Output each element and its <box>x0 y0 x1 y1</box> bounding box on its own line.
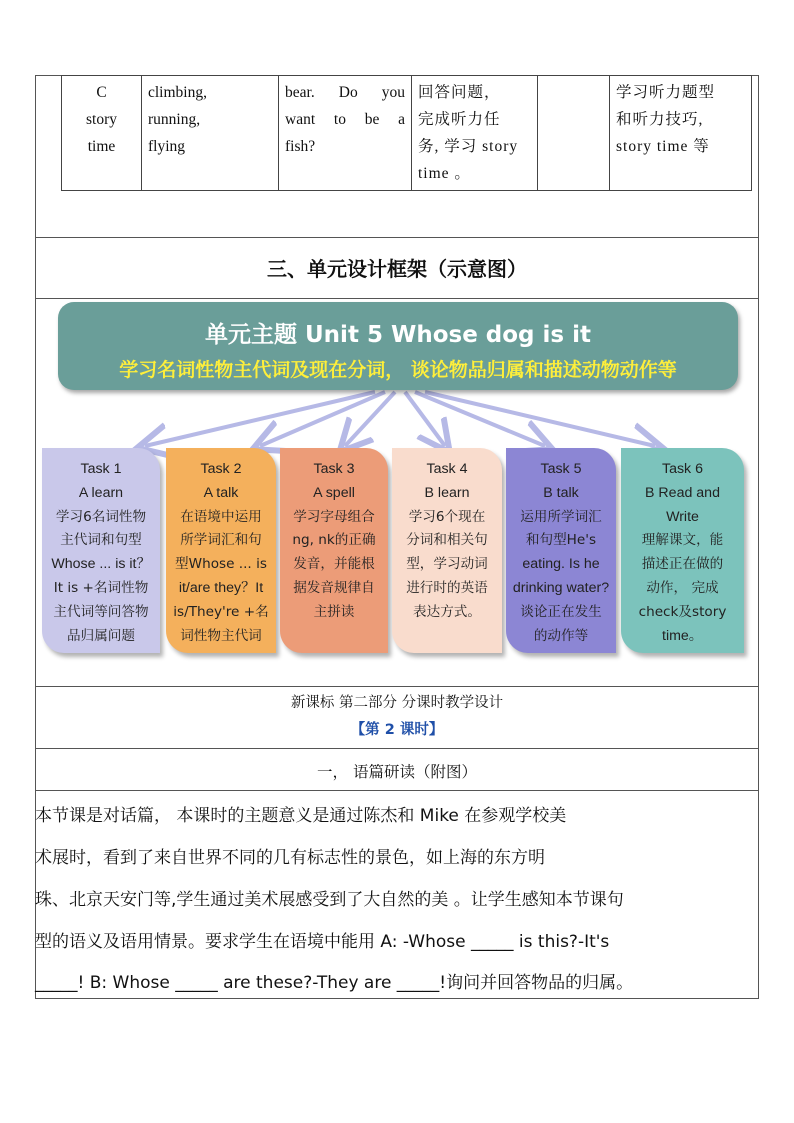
task-4-card <box>392 448 502 653</box>
paragraph-line: 型的语义及语用情景。要求学生在语境中能用 A: -Whose _____ is this?-It's <box>35 932 610 952</box>
task-text: 在语境中运用 <box>180 508 262 525</box>
task-title: Task 2 <box>200 461 242 477</box>
task-text: 所学词汇和句 <box>180 532 262 549</box>
lesson-table <box>61 75 752 191</box>
task-3-card <box>280 448 388 653</box>
task-text: 理解课文，能 <box>641 532 724 549</box>
task-text: 谈论正在发生 <box>520 603 602 620</box>
task-text: 学习6个现在 <box>408 508 486 525</box>
task-text: time。 <box>662 627 703 644</box>
task-text: 词性物主代词 <box>180 627 262 644</box>
task-text: 分词和相关句 <box>406 532 488 549</box>
task-text: 发音，并能根 <box>293 556 375 573</box>
task-text: A talk <box>203 484 239 501</box>
rule <box>35 298 759 299</box>
cell-part: C story time <box>62 76 142 191</box>
task-5-card <box>506 448 616 653</box>
task-title: Task 5 <box>540 461 582 477</box>
task-text: 学习6名词性物 <box>55 508 147 525</box>
task-text: is/They're +名 <box>173 603 269 620</box>
task-text: A spell <box>313 484 355 501</box>
paragraph-line: 本节课是对话篇， 本课时的主题意义是通过陈杰和 Mike 在参观学校美 <box>35 806 567 826</box>
rule <box>35 748 759 749</box>
task-text: 运用所学词汇 <box>520 508 602 525</box>
rule <box>35 237 759 238</box>
paragraph-line: 术展时，看到了来自世界不同的几有标志性的景色，如上海的东方明 <box>35 848 545 868</box>
task-text: 主代词等问答物 <box>53 603 149 620</box>
table-row <box>62 76 752 191</box>
task-text: ng, nk的正确 <box>292 532 376 549</box>
task-text: 主拼读 <box>313 603 355 620</box>
task-6-card <box>621 448 744 653</box>
task-text: drinking water? <box>512 579 610 596</box>
task-text: eating. Is he <box>522 556 600 573</box>
task-text: It is +名词性物 <box>53 579 149 596</box>
task-text: 和句型He's <box>525 532 597 549</box>
unit-theme-banner <box>58 302 738 390</box>
task-text: 品归属问题 <box>67 627 135 644</box>
unit-title: 单元主题 Unit 5 Whose dog is it <box>205 322 591 348</box>
task-text: 描述正在做的 <box>641 556 724 573</box>
unit-subtitle: 学习名词性物主代词及现在分词， 谈论物品归属和描述动物动作等 <box>119 359 677 381</box>
paragraph-line: 珠、北京天安门等,学生通过美术展感受到了大自然的美 。让学生感知本节课句 <box>35 890 624 910</box>
paragraph-line: _____! B: Whose _____ are these?-They are _____!询问并回答物品的归属。 <box>35 973 634 993</box>
part2-heading: 新课标 第二部分 分课时教学设计 <box>290 695 504 711</box>
unit-framework-diagram <box>40 300 754 685</box>
cell-words: climbing, running, flying <box>142 76 279 191</box>
task-text: 据发音规律自 <box>293 579 375 596</box>
task-text: 动作， 完成 <box>646 579 719 596</box>
rule <box>35 790 759 791</box>
task-text: Write <box>666 508 699 525</box>
task-text: 表达方式。 <box>413 603 481 620</box>
task-text: 的动作等 <box>533 627 589 644</box>
lesson-label: 【第 2 课时】 <box>350 722 444 738</box>
cell-activity: 回答问题， 完成听力任 务, 学习 story time 。 <box>412 76 538 191</box>
task-text: 型Whose ... is <box>175 556 267 573</box>
task-title: Task 6 <box>661 461 703 477</box>
rule <box>35 998 759 999</box>
task-1-card <box>42 448 160 653</box>
task-text: 型，学习动词 <box>406 556 488 573</box>
cell-empty <box>538 76 610 191</box>
task-text: check及story <box>638 603 727 620</box>
rule <box>35 686 759 687</box>
task-text: B learn <box>424 484 470 501</box>
cell-goal: 学习听力题型 和听力技巧, story time 等 <box>610 76 752 191</box>
task-title: Task 3 <box>313 461 355 477</box>
task-text: A learn <box>78 484 124 501</box>
task-2-card <box>166 448 276 653</box>
section1-heading: 一， 语篇研读（附图） <box>317 763 477 781</box>
task-text: Whose ... is it？ <box>51 556 151 573</box>
cell-sentences: bear. Do you want to be a fish? <box>279 76 412 191</box>
task-title: Task 1 <box>80 461 122 477</box>
task-text: 学习字母组合 <box>293 508 375 525</box>
section-title: 三、单元设计框架（示意图） <box>267 257 527 281</box>
task-title: Task 4 <box>426 461 468 477</box>
task-text: 进行时的英语 <box>406 579 488 596</box>
task-text: 主代词和句型 <box>60 532 142 549</box>
task-text: B Read and <box>645 484 720 501</box>
task-text: B talk <box>543 484 579 501</box>
task-text: it/are they？It <box>178 579 264 596</box>
